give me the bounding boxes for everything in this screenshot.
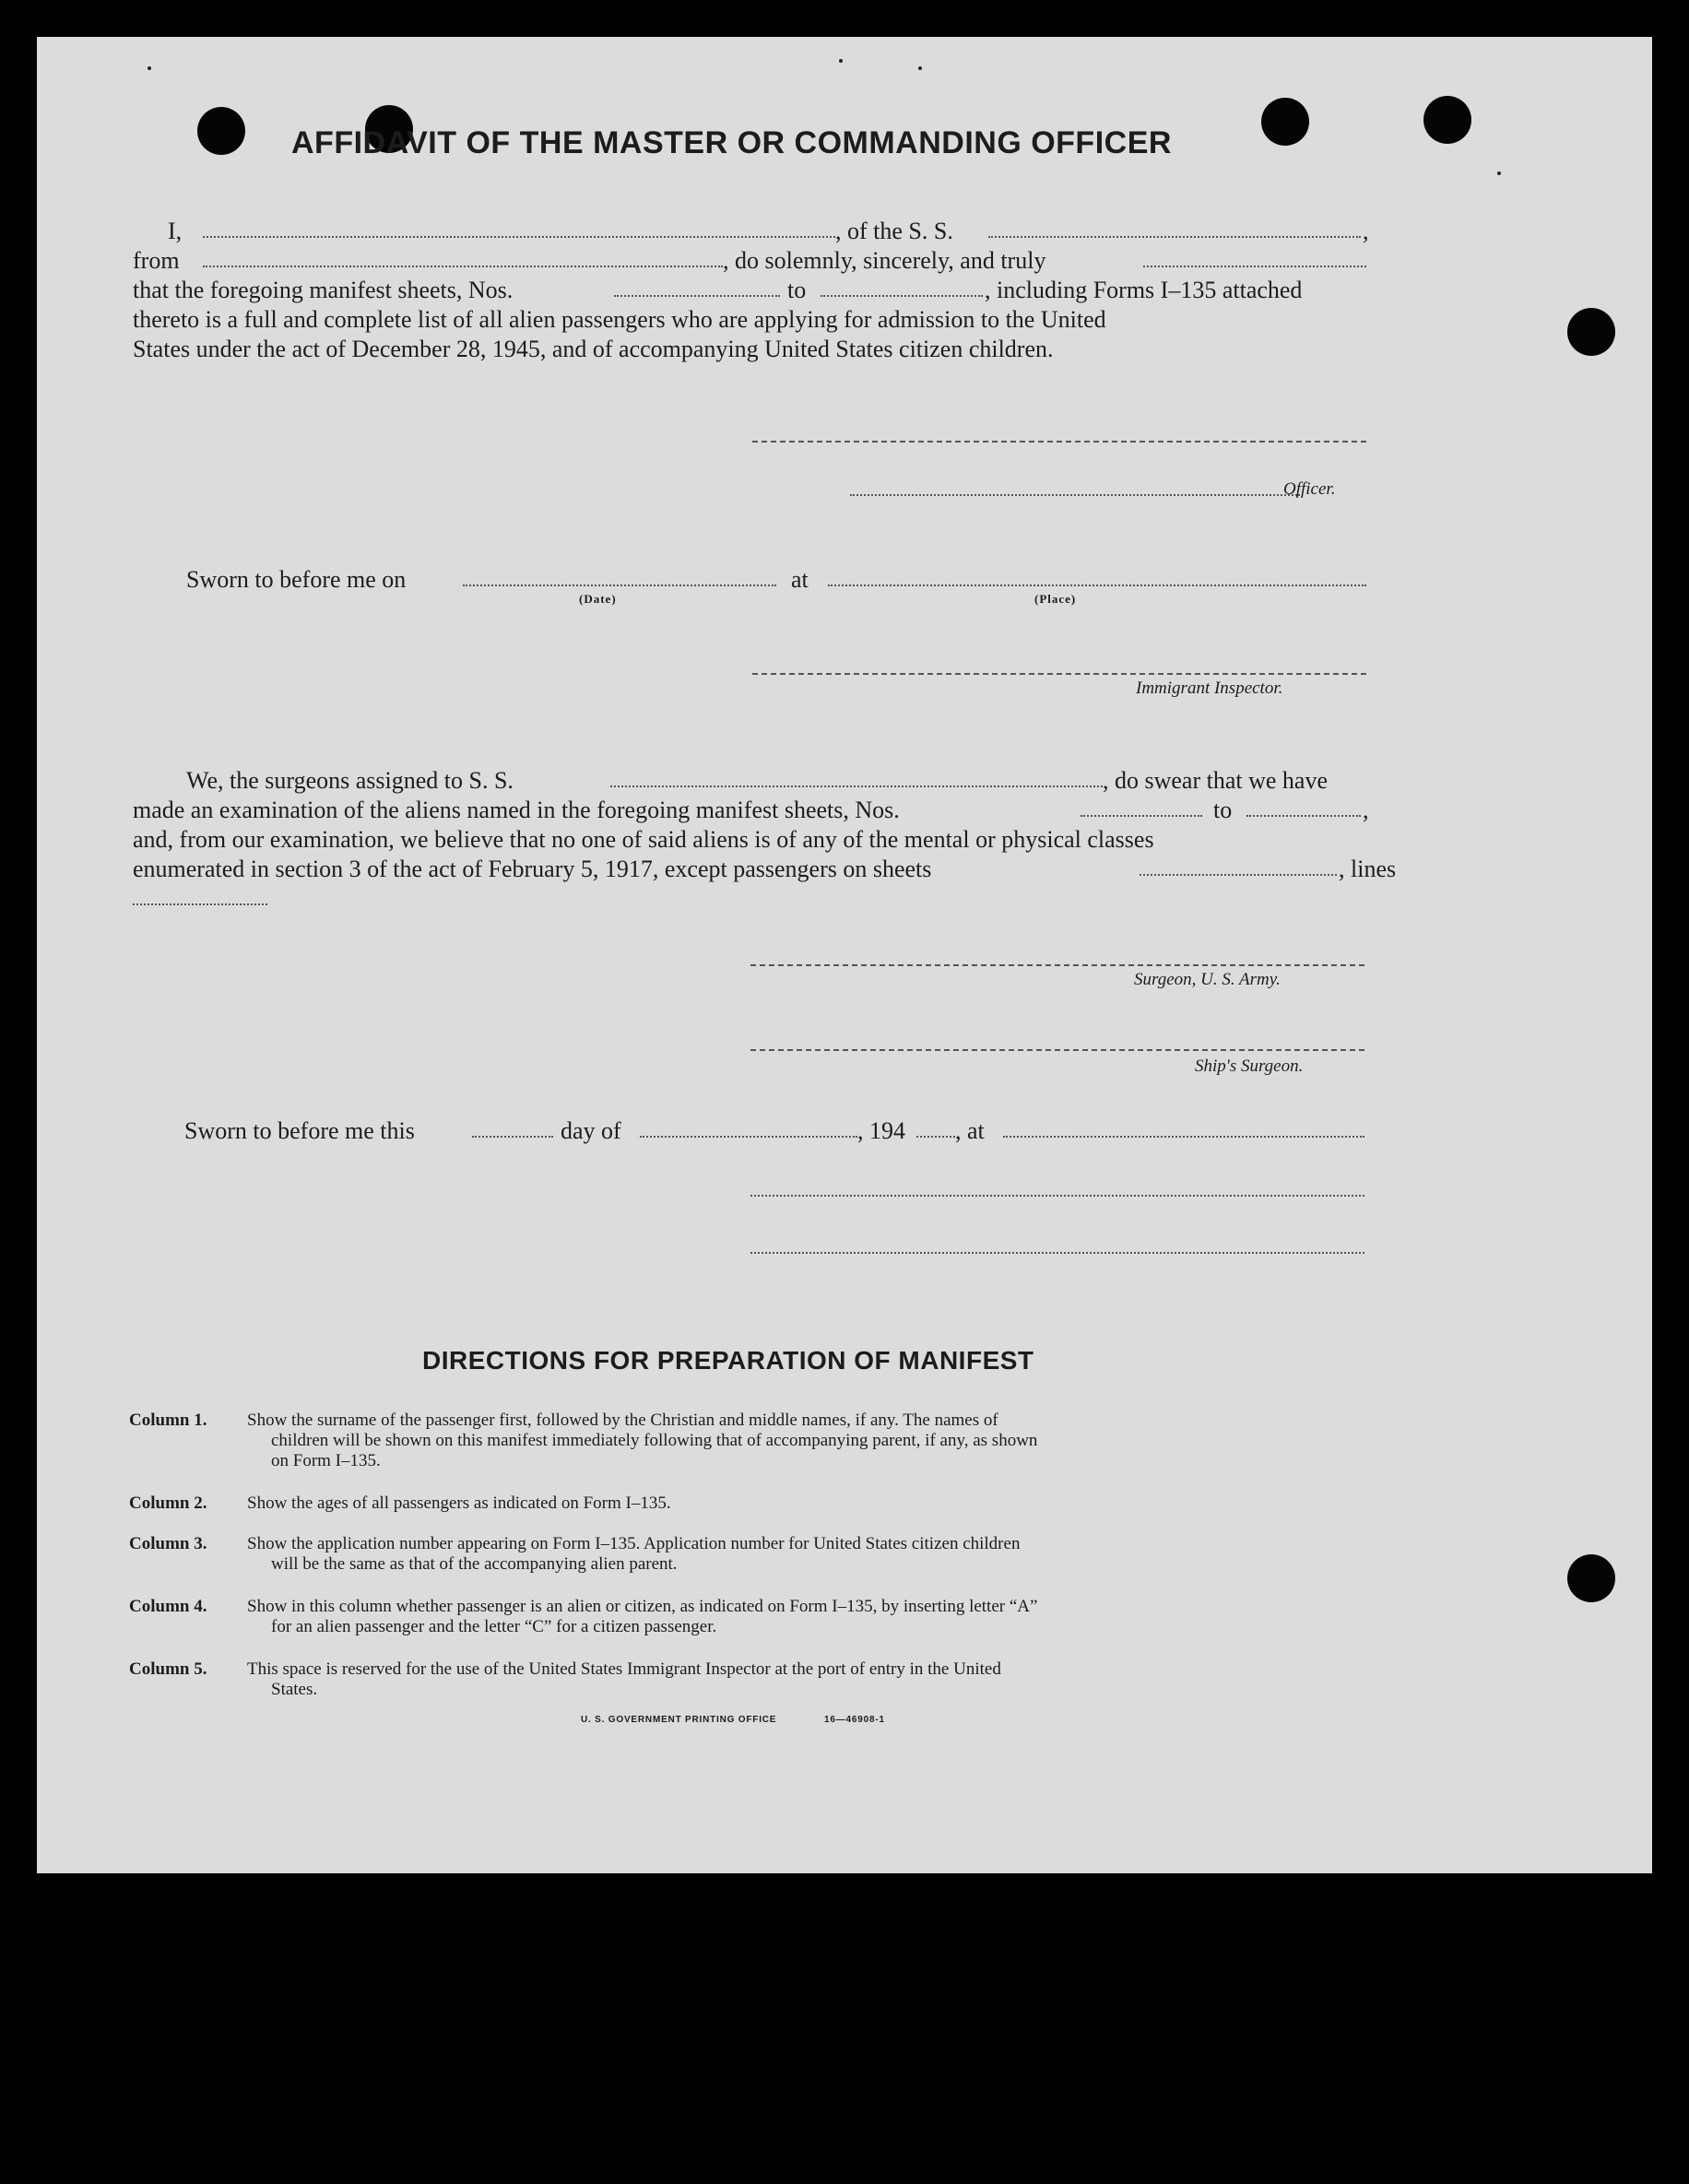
text-enumerated: enumerated in section 3 of the act of February 5, 1917, except passengers on sheets xyxy=(133,856,932,882)
direction-label: Column 2. xyxy=(129,1493,207,1513)
text-thereto: thereto is a full and complete list of all alien passengers who are applying for admission to the United xyxy=(133,306,1106,333)
punch-hole xyxy=(1423,96,1471,144)
text-from: from xyxy=(133,247,180,274)
master-signature-line[interactable] xyxy=(752,441,1366,443)
direction-label: Column 4. xyxy=(129,1597,207,1616)
directions-title: DIRECTIONS FOR PREPARATION OF MANIFEST xyxy=(422,1346,1034,1375)
direction-text-line: Show the application number appearing on Form I–135. Application number for United States citizen children xyxy=(247,1534,1021,1553)
officer-signature-line[interactable] xyxy=(850,494,1300,496)
text-examination: made an examination of the aliens named in the foregoing manifest sheets, Nos. xyxy=(133,797,900,823)
form-sheet xyxy=(37,37,1652,1873)
sworn-day-blank[interactable] xyxy=(472,1136,553,1138)
affidavit-title: AFFIDAVIT OF THE MASTER OR COMMANDING OFFICER xyxy=(291,125,1172,160)
direction-text-line: on Form I–135. xyxy=(271,1451,381,1470)
direction-text-line: States. xyxy=(271,1680,318,1699)
sworn-at-blank[interactable] xyxy=(1003,1136,1364,1138)
text-at-2: , at xyxy=(955,1117,985,1144)
text-states-act: States under the act of December 28, 1945, and of accompanying United States citizen children. xyxy=(133,336,1054,362)
ship-surgeon-caption: Ship's Surgeon. xyxy=(1195,1057,1304,1076)
direction-text-line: children will be shown on this manifest immediately following that of accompanying parent, if any, as shown xyxy=(271,1431,1038,1450)
text-including: , including Forms I–135 attached xyxy=(985,277,1303,303)
army-surgeon-caption: Surgeon, U. S. Army. xyxy=(1134,970,1281,989)
except-lines-blank[interactable] xyxy=(133,903,267,905)
text-sworn-this: Sworn to before me this xyxy=(184,1117,415,1144)
printer-imprint: U. S. GOVERNMENT PRINTING OFFICE xyxy=(581,1715,777,1725)
except-sheets-blank[interactable] xyxy=(1140,874,1337,876)
port-from-blank[interactable] xyxy=(203,266,723,267)
sheet-to-blank[interactable] xyxy=(821,295,983,297)
ship-surgeon-signature-line[interactable] xyxy=(750,1049,1364,1051)
direction-text-line: This space is reserved for the use of the United States Immigrant Inspector at the port of entry in the United xyxy=(247,1659,1001,1679)
direction-text-line: for an alien passenger and the letter “C” for a citizen passenger. xyxy=(271,1617,717,1636)
oath-blank[interactable] xyxy=(1143,266,1366,267)
form-code: 16—46908-1 xyxy=(824,1715,885,1725)
place-caption: (Place) xyxy=(1034,592,1077,606)
officer-title-line-2[interactable] xyxy=(750,1252,1364,1254)
inspector-signature-line[interactable] xyxy=(752,673,1366,675)
direction-text-line: Show in this column whether passenger is an alien or citizen, as indicated on Form I–135, by inserting letter “A” xyxy=(247,1597,1038,1616)
punch-hole xyxy=(1567,1554,1615,1602)
text-day-of: day of xyxy=(561,1117,621,1144)
direction-text-line: will be the same as that of the accompanying alien parent. xyxy=(271,1554,678,1574)
text-manifest-sheets: that the foregoing manifest sheets, Nos. xyxy=(133,277,514,303)
sworn-date-blank[interactable] xyxy=(463,584,776,586)
direction-label: Column 3. xyxy=(129,1534,207,1553)
direction-label: Column 5. xyxy=(129,1659,207,1679)
officer-signature-line-2[interactable] xyxy=(750,1195,1364,1197)
text-classes: and, from our examination, we believe that no one of said aliens is of any of the mental or physical classes xyxy=(133,826,1154,853)
master-name-blank[interactable] xyxy=(203,236,835,238)
speck xyxy=(839,59,843,63)
text-sworn-on: Sworn to before me on xyxy=(186,566,407,593)
sworn-month-blank[interactable] xyxy=(640,1136,857,1138)
punch-hole xyxy=(197,107,245,155)
speck xyxy=(918,66,922,70)
sworn-place-blank[interactable] xyxy=(828,584,1366,586)
sworn-year-blank[interactable] xyxy=(916,1136,955,1138)
text-comma: , xyxy=(1363,218,1369,244)
date-caption: (Date) xyxy=(579,592,617,606)
text-lines: , lines xyxy=(1339,856,1397,882)
text-surgeons: We, the surgeons assigned to S. S. xyxy=(186,767,514,794)
exam-sheet-from-blank[interactable] xyxy=(1081,815,1202,817)
text-to-2: to xyxy=(1213,797,1233,823)
text-do-swear: , do swear that we have xyxy=(1103,767,1329,794)
army-surgeon-signature-line[interactable] xyxy=(750,964,1364,966)
text-at: at xyxy=(791,566,809,593)
text-i: I, xyxy=(168,218,183,244)
direction-label: Column 1. xyxy=(129,1411,207,1430)
text-solemnly: , do solemnly, sincerely, and truly xyxy=(723,247,1046,274)
speck xyxy=(148,66,151,70)
speck xyxy=(1497,171,1501,175)
surgeon-ship-blank[interactable] xyxy=(610,785,1103,787)
text-year: , 194 xyxy=(857,1117,905,1144)
ship-name-blank[interactable] xyxy=(988,236,1361,238)
text-to: to xyxy=(787,277,807,303)
inspector-caption: Immigrant Inspector. xyxy=(1136,679,1283,698)
text-comma-2: , xyxy=(1363,797,1369,823)
officer-caption: Officer. xyxy=(1283,479,1336,499)
direction-text-line: Show the ages of all passengers as indicated on Form I–135. xyxy=(247,1493,671,1513)
sheet-from-blank[interactable] xyxy=(614,295,780,297)
punch-hole xyxy=(1261,98,1309,146)
punch-hole xyxy=(1567,308,1615,356)
direction-text-line: Show the surname of the passenger first, followed by the Christian and middle names, if any. The names of xyxy=(247,1411,998,1430)
exam-sheet-to-blank[interactable] xyxy=(1246,815,1361,817)
text-of-ss: , of the S. S. xyxy=(835,218,953,244)
